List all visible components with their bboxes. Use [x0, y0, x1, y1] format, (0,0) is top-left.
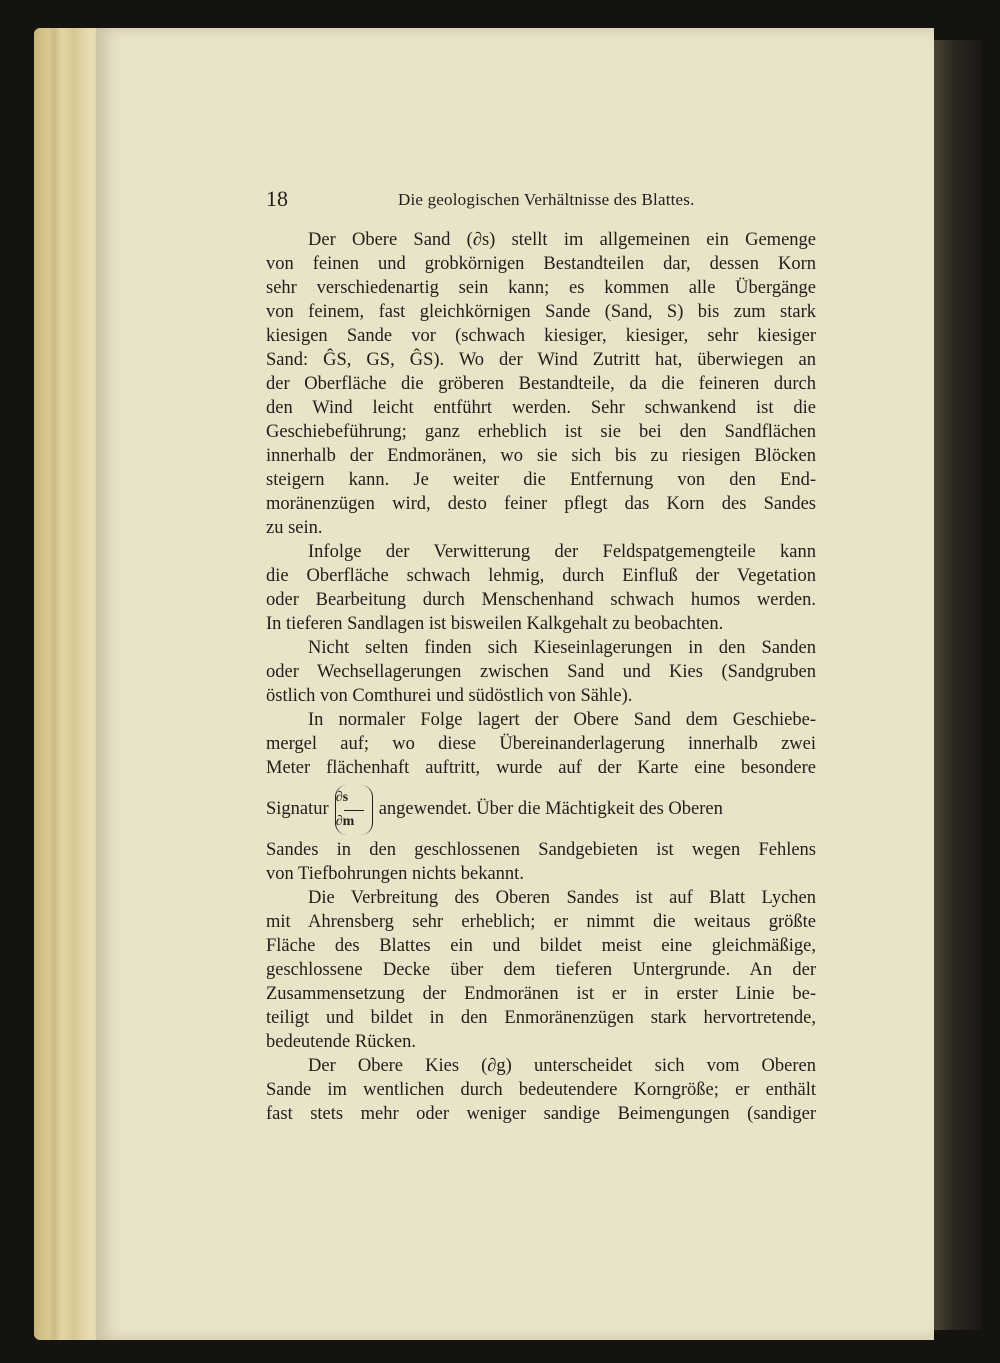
text-line: östlich von Comthurei und südöstlich von Sähle).	[266, 686, 633, 706]
text-line: Die Verbreitung des Oberen Sandes ist auf Blatt Lychen	[308, 888, 816, 908]
text-line: oder Bearbeitung durch Menschenhand schwach humos werden.	[266, 590, 816, 610]
text-line: zu sein.	[266, 518, 323, 538]
book-spine-shadow	[934, 40, 982, 1330]
text-line: Der Obere Kies (∂g) unterscheidet sich vom Oberen	[308, 1056, 816, 1076]
text-line: innerhalb der Endmoränen, wo sie sich bis zu riesigen Blöcken	[266, 446, 816, 466]
signatur-label: Signatur	[266, 799, 329, 819]
fraction-numerator: ∂s	[335, 789, 349, 805]
text-line: geschlossene Decke über dem tieferen Untergrunde. An der	[266, 960, 816, 980]
text-line: von Tiefbohrungen nichts bekannt.	[266, 864, 524, 884]
text-line: von feinem, fast gleichkörnigen Sande (Sand, S) bis zum stark	[266, 302, 816, 322]
text-line: den Wind leicht entführt werden. Sehr schwankend ist die	[266, 398, 816, 418]
text-line: Zusammensetzung der Endmoränen ist er in erster Linie be-	[266, 984, 816, 1004]
page-number: 18	[266, 186, 288, 211]
text-line: Infolge der Verwitterung der Feldspatgemengteile kann	[308, 542, 816, 562]
text-line: sehr verschiedenartig sein kann; es kommen alle Übergänge	[266, 278, 816, 298]
fraction-denominator: ∂m	[335, 813, 355, 829]
text-line: Meter flächenhaft auftritt, wurde auf der Karte eine besondere	[266, 758, 816, 778]
text-line	[266, 780, 816, 838]
signature-fraction	[335, 785, 373, 835]
text-line: mit Ahrensberg sehr erheblich; er nimmt die weitaus größte	[266, 912, 816, 932]
text-line: kiesigen Sande vor (schwach kiesiger, kiesiger, sehr kiesiger	[266, 326, 816, 346]
text-line: Sand: ĜS, GS, ĜS). Wo der Wind Zutritt hat, überwiegen an	[266, 350, 816, 370]
text-line: steigern kann. Je weiter die Entfernung von den End-	[266, 470, 816, 490]
signatur-continuation: angewendet. Über die Mächtigkeit des Oberen	[378, 799, 723, 819]
text-line: Sande im wentlichen durch bedeutendere Korngröße; er enthält	[266, 1080, 816, 1100]
text-line: Nicht selten finden sich Kieseinlagerungen in den Sanden	[308, 638, 816, 658]
body-text	[266, 228, 816, 1126]
fraction-bar	[344, 810, 364, 811]
text-line: mergel auf; wo diese Übereinanderlagerung innerhalb zwei	[266, 734, 816, 754]
text-line: In tieferen Sandlagen ist bisweilen Kalkgehalt zu beobachten.	[266, 614, 724, 634]
text-line: In normaler Folge lagert der Obere Sand dem Geschiebe-	[308, 710, 816, 730]
text-line: moränenzügen wird, desto feiner pflegt das Korn des Sandes	[266, 494, 816, 514]
text-line: teiligt und bildet in den Enmoränenzügen stark hervortretende,	[266, 1008, 816, 1028]
text-line: Sandes in den geschlossenen Sandgebieten ist wegen Fehlens	[266, 840, 816, 860]
text-line: bedeutende Rücken.	[266, 1032, 416, 1052]
running-head: Die geologischen Verhältnisse des Blattes.	[398, 190, 695, 209]
text-line: Der Obere Sand (∂s) stellt im allgemeinen ein Gemenge	[308, 230, 816, 250]
text-line: oder Wechsellagerungen zwischen Sand und Kies (Sandgruben	[266, 662, 816, 682]
text-line: die Oberfläche schwach lehmig, durch Einfluß der Vegetation	[266, 566, 816, 586]
text-line: Geschiebeführung; ganz erheblich ist sie bei den Sandflächen	[266, 422, 816, 442]
text-line: fast stets mehr oder weniger sandige Beimengungen (sandiger	[266, 1104, 816, 1124]
text-line: von feinen und grobkörnigen Bestandteilen dar, dessen Korn	[266, 254, 816, 274]
text-line: Fläche des Blattes ein und bildet meist eine gleichmäßige,	[266, 936, 816, 956]
text-line: der Oberfläche die gröberen Bestandteile, da die feineren durch	[266, 374, 816, 394]
